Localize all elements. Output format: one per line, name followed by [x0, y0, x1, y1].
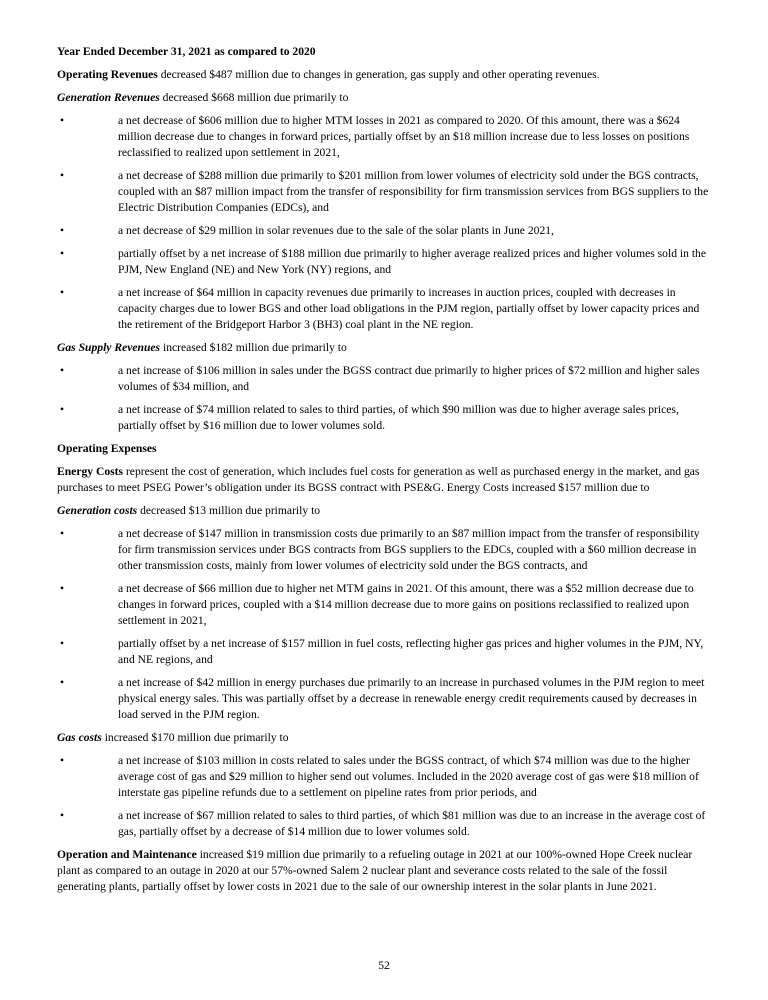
paragraph	[57, 503, 712, 519]
bullet-text: a net increase of $42 million in energy purchases due primarily to an increase in purchased volumes in the PJM region to meet physical energy sales. This was partially offset by a decrease in renewable energy credit requirements caused by decreases in load served in the PJM region.	[118, 676, 705, 721]
paragraph-lead: Generation costs	[57, 504, 138, 517]
bullet-text: a net decrease of $66 million due to higher net MTM gains in 2021. Of this amount, there was a $52 million decrease due to changes in forward prices, coupled with a $14 million decrease due to more gains on positions reclassified to realized upon settlement in 2021,	[118, 582, 694, 627]
section-heading: Year Ended December 31, 2021 as compared to 2020	[57, 45, 316, 58]
paragraph	[57, 464, 712, 496]
paragraph	[57, 340, 712, 356]
section-heading: Operating Expenses	[57, 442, 157, 455]
bullet-item	[57, 285, 712, 333]
bullet-text: a net decrease of $288 million due primarily to $201 million from lower volumes of electricity sold under the BGS contracts, coupled with an $87 million impact from the transfer of responsibility for firm transmission services from BGS suppliers to the Electric Distribution Companies (EDCs), and	[118, 169, 709, 214]
paragraph-text: represent the cost of generation, which includes fuel costs for generation as well as purchased energy in the market, and gas purchases to meet PSEG Power’s obligation under its BGSS contract with PSE&G. Energy Costs increased $157 million due to	[57, 465, 700, 494]
paragraph	[57, 90, 712, 106]
bullet-item	[57, 168, 712, 216]
paragraph	[57, 67, 712, 83]
paragraph-text: decreased $668 million due primarily to	[162, 91, 349, 104]
paragraph-lead: Energy Costs	[57, 465, 124, 478]
bullet-marker: •	[60, 114, 65, 127]
bullet-marker: •	[60, 676, 65, 689]
bullet-text: a net increase of $74 million related to sales to third parties, of which $90 million was due to higher average sales prices, partially offset by $16 million due to lower volumes sold.	[118, 403, 679, 432]
bullet-marker: •	[60, 637, 65, 650]
bullet-item	[57, 363, 712, 395]
paragraph-lead: Operation and Maintenance	[57, 848, 197, 861]
bullet-marker: •	[60, 809, 65, 822]
bullet-item	[57, 581, 712, 629]
bullet-marker: •	[60, 403, 65, 416]
bullet-text: a net decrease of $147 million in transmission costs due primarily to an $87 million impact from the transfer of responsibility for firm transmission services under BGS contracts from BGS suppliers to the EDCs, coupled with a $60 million decrease in other transmission costs, mainly from lower volumes of electricity sold under the BGS contracts, and	[118, 527, 700, 572]
bullet-item	[57, 808, 712, 840]
bullet-text: a net increase of $103 million in costs related to sales under the BGSS contract, of which $74 million was due to the higher average cost of gas and $29 million to higher send out volumes. Included in the 2020 average cost of gas were $18 million of interstate gas pipeline refunds due to a settlement on pipeline rates from prior periods, and	[118, 754, 699, 799]
bullet-text: a net increase of $67 million related to sales to third parties, of which $81 million was due to an increase in the average cost of gas, partially offset by a decrease of $14 million due to lower volumes sold.	[118, 809, 706, 838]
paragraph-lead: Operating Revenues	[57, 68, 158, 81]
paragraph-text: decreased $487 million due to changes in generation, gas supply and other operating revenues.	[160, 68, 600, 81]
bullet-text: a net decrease of $29 million in solar revenues due to the sale of the solar plants in June 2021,	[118, 224, 554, 237]
bullet-item	[57, 675, 712, 723]
paragraph-lead: Gas Supply Revenues	[57, 341, 161, 354]
bullet-marker: •	[60, 582, 65, 595]
bullet-marker: •	[60, 754, 65, 767]
paragraph-text: increased $182 million due primarily to	[162, 341, 347, 354]
bullet-text: a net increase of $64 million in capacity revenues due primarily to increases in auction prices, coupled with decreases in capacity charges due to lower BGS and other load obligations in the PJM region, partially offset by lower capacity prices and the retirement of the Bridgeport Harbor 3 (BH3) coal plant in the NE region.	[118, 286, 700, 331]
bullet-marker: •	[60, 286, 65, 299]
bullet-marker: •	[60, 527, 65, 540]
bullet-item	[57, 113, 712, 161]
bullet-item	[57, 246, 712, 278]
bullet-text: a net increase of $106 million in sales under the BGSS contract due primarily to higher prices of $72 million and higher sales volumes of $34 million, and	[118, 364, 700, 393]
bullet-text: partially offset by a net increase of $157 million in fuel costs, reflecting higher gas prices and higher volumes in the PJM, NY, and NE regions, and	[118, 637, 704, 666]
paragraph	[57, 730, 712, 746]
paragraph	[57, 847, 712, 895]
bullet-item	[57, 753, 712, 801]
page-number: 52	[378, 959, 390, 972]
paragraph-text: increased $19 million due primarily to a refueling outage in 2021 at our 100%-owned Hope Creek nuclear plant as compared to an outage in 2020 at our 57%-owned Salem 2 nuclear plant and severance costs related to the sale of the fossil generating plants, partially offset by lower costs in 2021 due to the sale of our ownership interest in the solar plants in June 2021.	[57, 848, 693, 893]
bullet-item	[57, 223, 712, 239]
bullet-item	[57, 636, 712, 668]
bullet-marker: •	[60, 247, 65, 260]
bullet-item	[57, 526, 712, 574]
bullet-item	[57, 402, 712, 434]
paragraph-text: decreased $13 million due primarily to	[140, 504, 321, 517]
bullet-marker: •	[60, 224, 65, 237]
paragraph-text: increased $170 million due primarily to	[104, 731, 289, 744]
bullet-marker: •	[60, 169, 65, 182]
paragraph-lead: Gas costs	[57, 731, 102, 744]
bullet-text: a net decrease of $606 million due to higher MTM losses in 2021 as compared to 2020. Of this amount, there was a $624 million decrease due to changes in forward prices, partially offset by an $18 million increase due to less losses on positions reclassified to realized upon settlement in 2021,	[118, 114, 690, 159]
bullet-marker: •	[60, 364, 65, 377]
paragraph-lead: Generation Revenues	[57, 91, 160, 104]
document-content	[57, 44, 712, 895]
bullet-text: partially offset by a net increase of $188 million due primarily to higher average realized prices and higher volumes sold in the PJM, New England (NE) and New York (NY) regions, and	[118, 247, 706, 276]
